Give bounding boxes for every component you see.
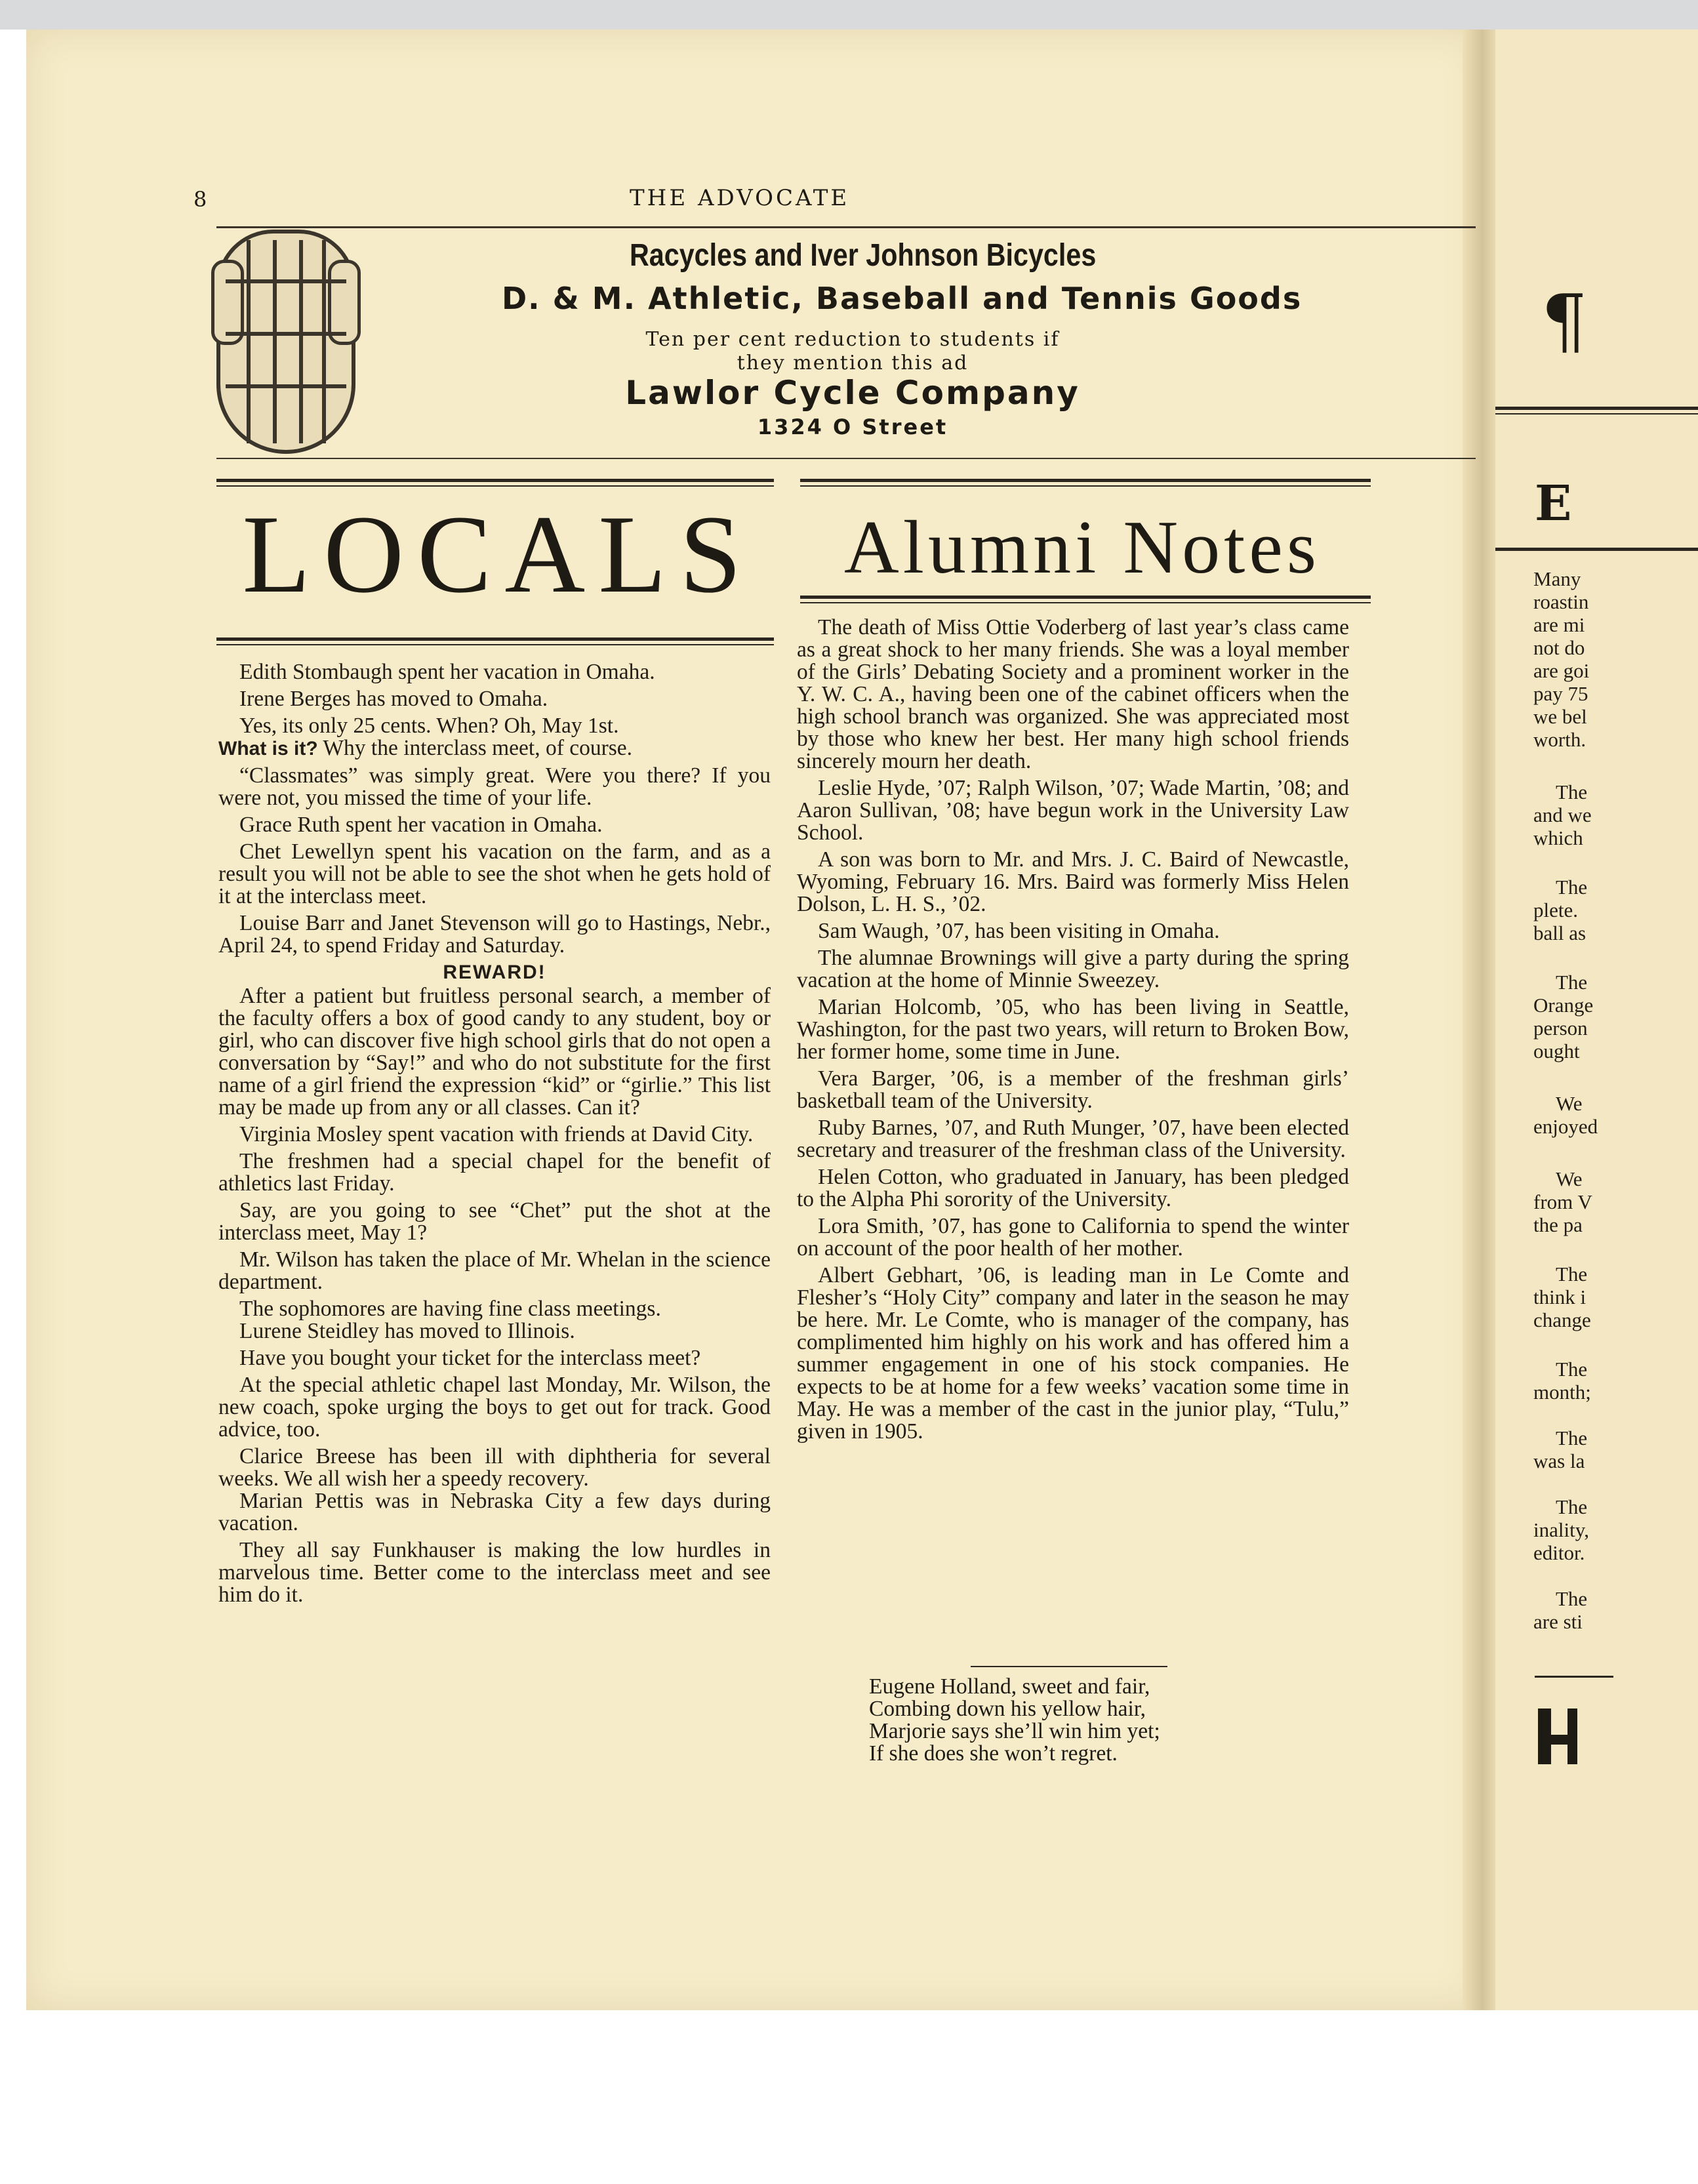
header-rule (216, 226, 1476, 228)
adjacent-text-line: month; (1533, 1381, 1591, 1404)
ad-headline: Racycles and Iver Johnson Bicycles (630, 238, 1097, 273)
alumni-top-rule-thin (800, 485, 1371, 487)
locals-item: Say, are you going to see “Chet” put the shot at the interclass meet, May 1? (218, 1198, 771, 1245)
locals-item: Virginia Mosley spent vacation with friends at David City. (239, 1122, 754, 1146)
adjacent-text-line: enjoyed (1533, 1115, 1598, 1138)
adjacent-text-line: think i (1533, 1285, 1587, 1308)
poem-line: Eugene Holland, sweet and fair, (869, 1674, 1150, 1699)
alumni-item: Marian Holcomb, ’05, who has been living in Seattle, Washington, for the past two years, will return to Broken Bow, her former home, some time in June. (797, 995, 1349, 1064)
ad-discount-text: Ten per cent reduction to students if they mention this ad (645, 328, 1060, 374)
ad-address: 1324 O Street (757, 415, 948, 439)
locals-under-rule (216, 637, 774, 641)
poem-rule (971, 1666, 1167, 1667)
adjacent-text-line: change (1533, 1308, 1591, 1331)
adjacent-text-line: The (1556, 780, 1588, 803)
locals-item: Irene Berges has moved to Omaha. (239, 687, 548, 711)
adjacent-rule-thin (1495, 413, 1698, 415)
adjacent-text-line: The (1556, 876, 1588, 899)
scan-border-bottom (0, 2010, 1698, 2184)
adjacent-text-line: The (1556, 1358, 1588, 1381)
locals-item: They all say Funkhauser is making the low hurdles in marvelous time. Better come to the interclass meet and see him do it. (218, 1538, 771, 1607)
alumni-item: Sam Waugh, ’07, has been visiting in Omaha. (818, 919, 1220, 943)
poem-line: Marjorie says she’ll win him yet; (869, 1719, 1160, 1743)
adjacent-text-line: ball as (1533, 921, 1587, 944)
alumni-column (797, 617, 1349, 1447)
adjacent-text-line: editor. (1533, 1541, 1585, 1564)
locals-item: Lurene Steidley has moved to Illinois. (239, 1319, 575, 1343)
adjacent-rule (1495, 407, 1698, 410)
adjacent-text-line: are sti (1533, 1610, 1583, 1633)
adjacent-text-line: inality, (1533, 1518, 1589, 1541)
ad-subheadline: D. & M. Athletic, Baseball and Tennis Goods (502, 281, 1303, 316)
locals-under-rule-thin (216, 644, 774, 645)
adjacent-text-line: was la (1533, 1449, 1585, 1472)
locals-item: After a patient but fruitless personal search, a member of the faculty offers a box of good candy to any student, boy or girl, who can discover five high school girls that do not open a conversation by “Say!” and who do not substitute for the first name of a girl friend the expression “kid” or “girlie.” This list may be made up from any or all classes. Can it? (218, 984, 771, 1120)
pilcrow-ornament: ¶ (1541, 279, 1587, 363)
locals-item: Have you bought your ticket for the interclass meet? (239, 1346, 701, 1370)
adjacent-text-line: The (1556, 1587, 1588, 1610)
locals-item: The freshmen had a special chapel for the benefit of athletics last Friday. (218, 1149, 771, 1196)
alumni-under-rule (800, 596, 1371, 599)
alumni-item: The alumnae Brownings will give a party during the spring vacation at the home of Minnie Sweezey. (797, 946, 1349, 992)
adjacent-text-line: ought (1533, 1040, 1580, 1062)
alumni-top-rule (800, 479, 1371, 482)
catchers-mask-icon (216, 230, 355, 454)
page-gutter (1463, 30, 1495, 2010)
alumni-item: Vera Barger, ’06, is a member of the freshman girls’ basketball team of the University. (797, 1066, 1349, 1113)
adjacent-text-line: pay 75 (1533, 682, 1588, 705)
adjacent-text-line: plete. (1533, 899, 1578, 921)
adjacent-rule (1535, 1676, 1613, 1678)
adjacent-text-line: person (1533, 1017, 1588, 1040)
page-number: 8 (193, 187, 207, 212)
locals-item: Chet Lewellyn spent his vacation on the farm, and as a result you will not be able to see the shot when he gets hold of it at the interclass meet. (218, 839, 771, 908)
adjacent-text-line: are mi (1533, 613, 1585, 636)
alumni-item: A son was born to Mr. and Mrs. J. C. Baird of Newcastle, Wyoming, February 16. Mrs. Baird was formerly Miss Helen Dolson, L. H. S., ’02. (797, 847, 1349, 916)
alumni-notes-title: Alumni Notes (843, 506, 1321, 590)
locals-item: Louise Barr and Janet Stevenson will go to Hastings, Nebr., April 24, to spend Friday and Saturday. (218, 911, 771, 958)
locals-item: Mr. Wilson has taken the place of Mr. Whelan in the science department. (218, 1247, 771, 1294)
adjacent-text-line: from V (1533, 1190, 1592, 1213)
ornament-icon (1535, 1702, 1581, 1768)
locals-item: “Classmates” was simply great. Were you there? If you were not, you missed the time of your life. (218, 763, 771, 810)
poem (869, 1676, 1328, 1765)
adjacent-text-line: not do (1533, 636, 1585, 659)
poem-line: If she does she won’t regret. (869, 1741, 1118, 1766)
adjacent-text-line: which (1533, 826, 1583, 849)
adjacent-text-line: Many (1533, 567, 1581, 590)
locals-item: The sophomores are having fine class meetings. (239, 1297, 661, 1321)
adjacent-text-line: The (1556, 1426, 1588, 1449)
adjacent-text-line: the pa (1533, 1213, 1583, 1236)
alumni-under-rule-thin (800, 602, 1371, 603)
locals-title: LOCALS (242, 493, 755, 616)
locals-column (218, 661, 771, 1611)
poem-line: Combing down his yellow hair, (869, 1697, 1146, 1721)
locals-item: Clarice Breese has been ill with diphtheria for several weeks. We all wish her a speedy recovery. (218, 1444, 771, 1491)
locals-item: Grace Ruth spent her vacation in Omaha. (239, 813, 603, 837)
adjacent-text-line: Orange (1533, 994, 1594, 1017)
adjacent-text-line: We (1556, 1092, 1583, 1115)
adjacent-text-line: we bel (1533, 705, 1587, 728)
adjacent-text-line: We (1556, 1167, 1583, 1190)
adjacent-text-line: The (1556, 1495, 1588, 1518)
locals-top-rule-thin (216, 485, 774, 487)
locals-top-rule (216, 479, 774, 482)
adjacent-text-line: roastin (1533, 590, 1589, 613)
locals-item: At the special athletic chapel last Monday, Mr. Wilson, the new coach, spoke urging the boys to get out for track. Good advice, too. (218, 1373, 771, 1442)
locals-item: Marian Pettis was in Nebraska City a few days during vacation. (218, 1489, 771, 1535)
scan-border-top (0, 0, 1698, 30)
reward-heading: REWARD! (443, 961, 546, 983)
ad-company-name: Lawlor Cycle Company (625, 374, 1080, 412)
alumni-item: Helen Cotton, who graduated in January, has been pledged to the Alpha Phi sorority of the University. (797, 1165, 1349, 1211)
locals-item: Edith Stombaugh spent her vacation in Omaha. (239, 660, 655, 684)
adjacent-text-line: The (1556, 1263, 1588, 1285)
alumni-item: Leslie Hyde, ’07; Ralph Wilson, ’07; Wade Martin, ’08; and Aaron Sullivan, ’08; have begun work in the University Law School. (797, 776, 1349, 845)
adjacent-heading-fragment: E (1535, 475, 1577, 532)
adjacent-text-line: and we (1533, 803, 1592, 826)
alumni-item: Albert Gebhart, ’06, is leading man in Le Comte and Flesher’s “Holy City” company and later in the season he may be here. Mr. Le Comte, who is manager of the company, has complimented him highly on his work and has offered him a summer engagement in one of his stock companies. He expects to be at home for a few weeks’ vacation some time in May. He was a member of the cast in the junior play, “Tulu,” given in 1905. (797, 1263, 1349, 1444)
ad-bottom-rule (216, 458, 1476, 459)
adjacent-rule (1495, 548, 1698, 551)
adjacent-text-line: The (1556, 971, 1588, 994)
adjacent-text-line: are goi (1533, 659, 1590, 682)
alumni-item: Lora Smith, ’07, has gone to California to spend the winter on account of the poor health of her mother. (797, 1214, 1349, 1261)
alumni-item: Ruby Barnes, ’07, and Ruth Munger, ’07, have been elected secretary and treasurer of the freshman class of the University. (797, 1116, 1349, 1162)
adjacent-text-line: worth. (1533, 728, 1587, 751)
alumni-item: The death of Miss Ottie Voderberg of last year’s class came as a great shock to her many friends. She was a loyal member of the Girls’ Debating Society and a prominent worker in the Y. W. C. A., having been one of the cabinet officers when the high school branch was organized. She was appreciated most by those who knew her best. Her many high school friends sincerely mourn her death. (797, 615, 1349, 773)
adjacent-page (1495, 30, 1698, 2010)
running-title: THE ADVOCATE (630, 185, 850, 211)
locals-item: Yes, its only 25 cents. When? Oh, May 1st. What is it? Why the interclass meet, of course. (218, 714, 633, 760)
